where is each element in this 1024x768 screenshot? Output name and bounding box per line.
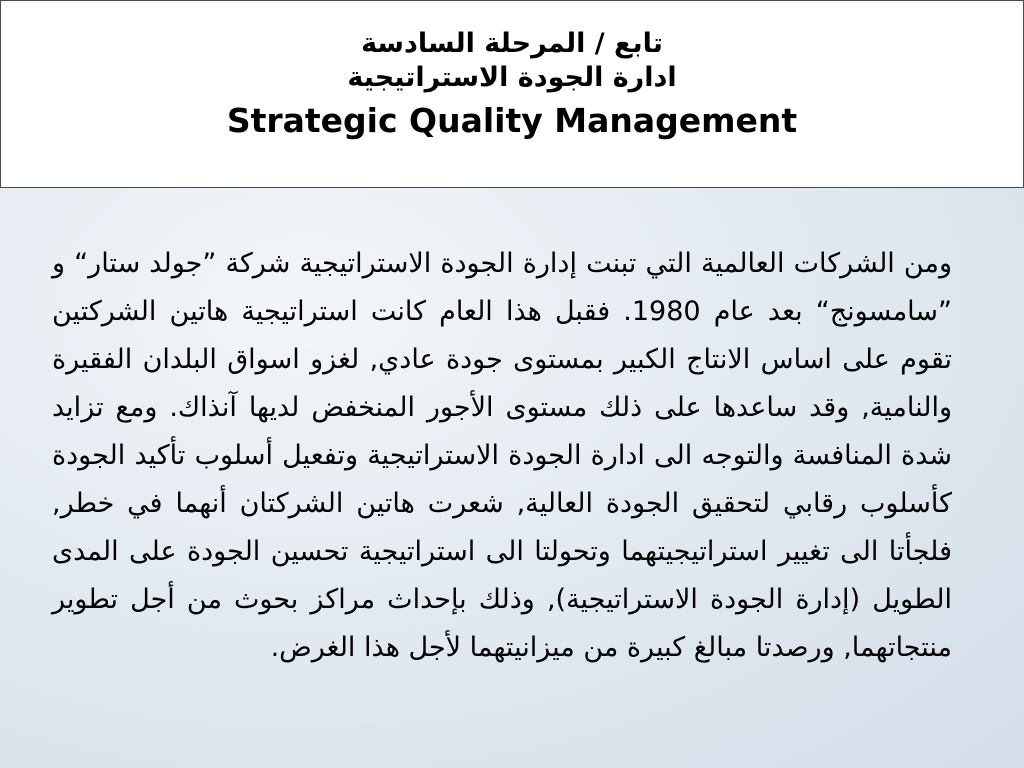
title-box	[0, 0, 1024, 188]
body-paragraph: ومن الشركات العالمية التي تبنت إدارة الجودة الاستراتيجية شركة ”جولد ستار“ و ”سامسونج“ بعد عام 1980. فقبل هذا العام كانت استراتيجية هاتين الشركتين تقوم على اساس الانتاج الكبير بمستوى جودة عادي, لغزو اسواق البلدان الفقيرة والنامية, وقد ساعدها على ذلك مستوى الأجور المنخفض لديها آنذاك. ومع تزايد شدة المنافسة والتوجه الى ادارة الجودة الاستراتيجية وتفعيل أسلوب تأكيد الجودة كأسلوب رقابي لتحقيق الجودة العالية, شعرت هاتين الشركتان أنهما في خطر, فلجأتا الى تغيير استراتيجيتهما وتحولتا الى استراتيجية تحسين الجودة على المدى الطويل (إدارة الجودة الاستراتيجية), وذلك بإحداث مراكز بحوث من أجل تطوير منتجاتهما, ورصدتا مبالغ كبيرة من ميزانيتهما لأجل هذا الغرض.	[52, 248, 953, 663]
title-line-1: تابع / المرحلة السادسة	[361, 28, 663, 59]
title-english: Strategic Quality Management	[226, 101, 798, 140]
content-area	[0, 188, 1024, 768]
title-line-2: ادارة الجودة الاستراتيجية	[347, 62, 677, 93]
